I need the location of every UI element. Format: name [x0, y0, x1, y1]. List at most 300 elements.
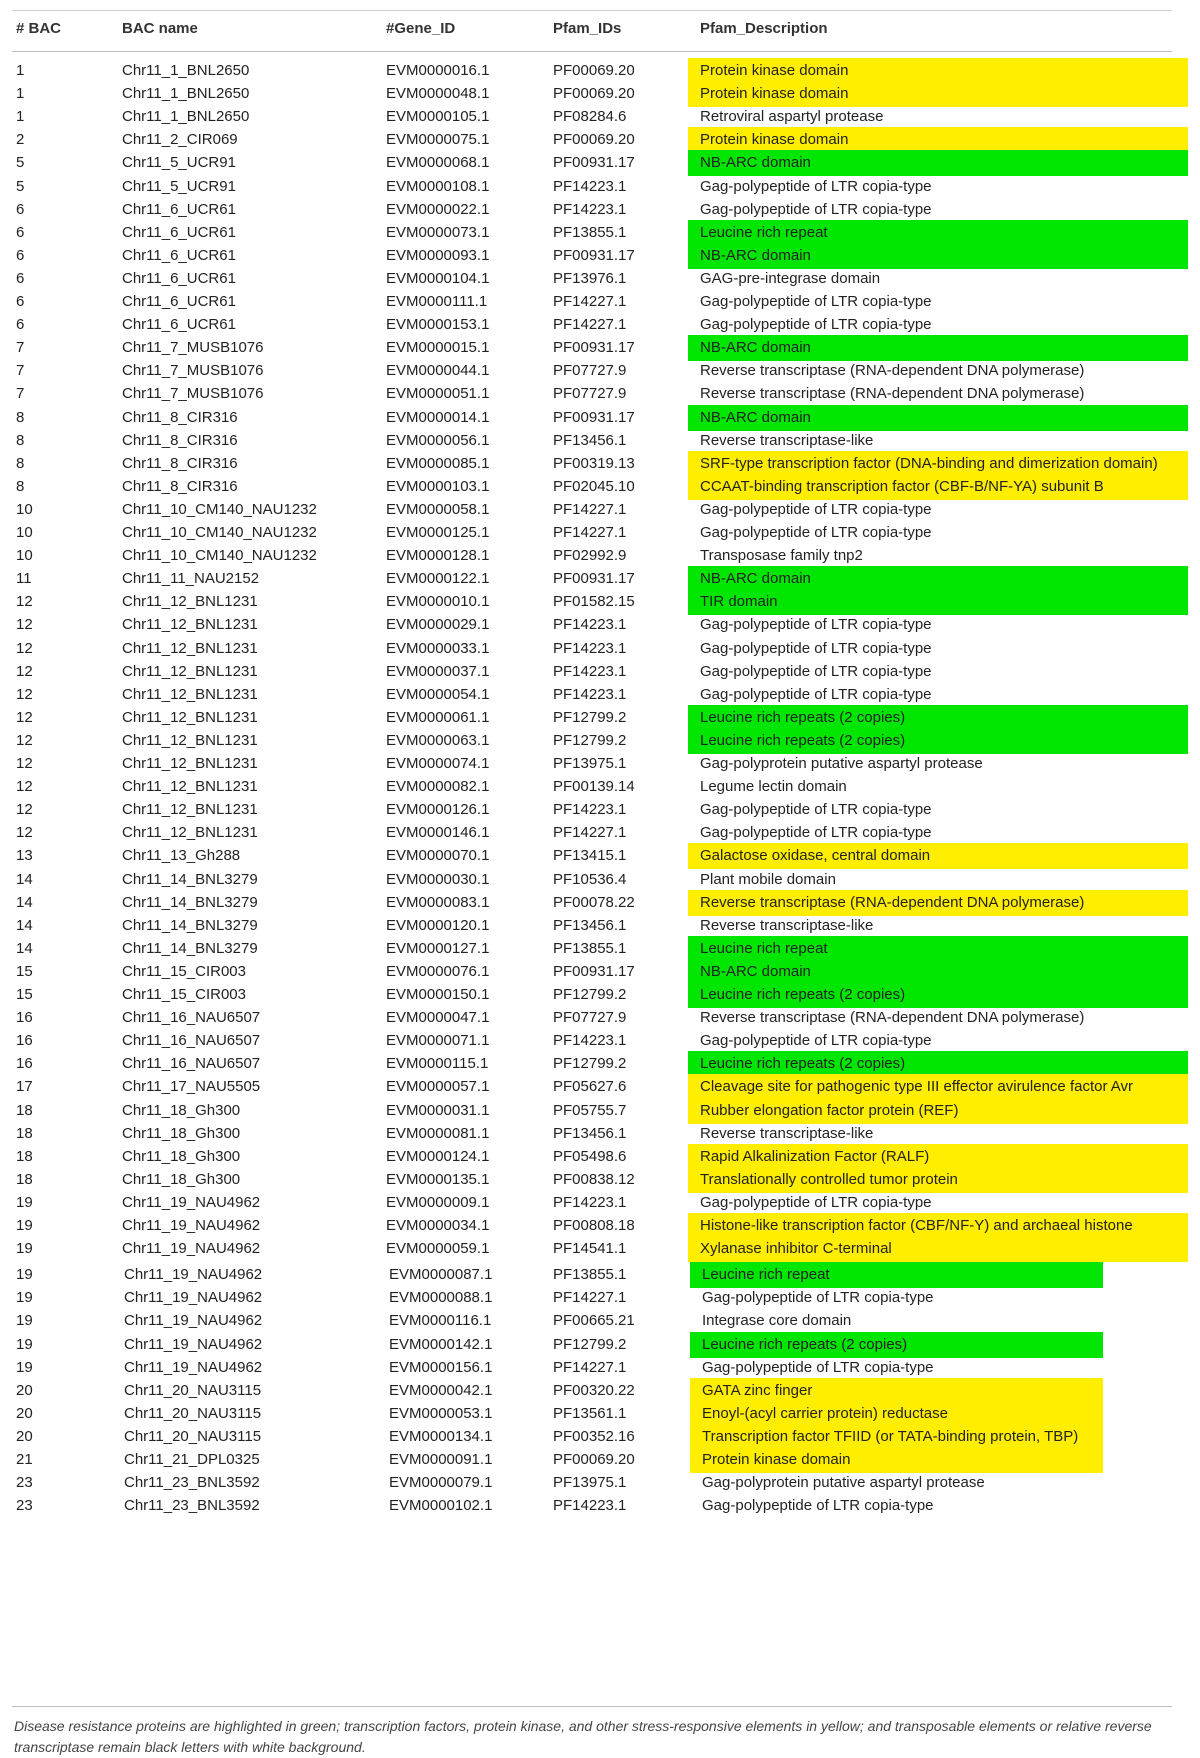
cell-bac-name: Chr11_18_Gh300 — [122, 1170, 241, 1188]
cell-bac: 12 — [16, 731, 33, 749]
cell-bac: 18 — [16, 1147, 33, 1165]
cell-pfam-id: PF14223.1 — [553, 616, 627, 634]
table-row — [0, 1447, 1200, 1473]
cell-gene-id: EVM0000153.1 — [386, 316, 490, 334]
cell-bac-name: Chr11_18_Gh300 — [122, 1147, 241, 1165]
table-row — [0, 289, 1200, 315]
cell-pfam-id: PF13855.1 — [553, 939, 627, 957]
table-row — [0, 1378, 1200, 1404]
cell-pfam-description: Integrase core domain — [702, 1312, 852, 1330]
cell-pfam-description: Gag-polypeptide of LTR copia-type — [700, 316, 932, 334]
cell-bac-name: Chr11_12_BNL1231 — [122, 778, 258, 796]
table-row — [0, 81, 1200, 107]
table-row — [0, 266, 1200, 292]
cell-bac-name: Chr11_8_CIR316 — [122, 477, 238, 495]
cell-pfam-description: Protein kinase domain — [688, 81, 1188, 107]
table-row — [0, 127, 1200, 153]
cell-gene-id: EVM0000070.1 — [386, 847, 490, 865]
cell-gene-id: EVM0000048.1 — [386, 85, 490, 103]
header-pfam-ids: Pfam_IDs — [553, 20, 622, 37]
cell-pfam-id: PF00352.16 — [553, 1427, 635, 1445]
cell-pfam-id: PF12799.2 — [553, 731, 627, 749]
cell-gene-id: EVM0000135.1 — [386, 1170, 490, 1188]
table-row — [0, 1332, 1200, 1358]
cell-gene-id: EVM0000074.1 — [386, 755, 490, 772]
table-row — [0, 728, 1200, 754]
cell-bac: 8 — [16, 454, 25, 472]
cell-gene-id: EVM0000083.1 — [386, 893, 490, 911]
cell-pfam-description: Leucine rich repeats (2 copies) — [690, 1332, 1103, 1358]
table-row — [0, 1470, 1200, 1496]
cell-bac: 18 — [16, 1101, 33, 1119]
cell-bac: 16 — [16, 1032, 33, 1050]
cell-bac-name: Chr11_5_UCR91 — [122, 177, 236, 195]
table-row — [0, 797, 1200, 823]
cell-pfam-description: Leucine rich repeat — [690, 1262, 1103, 1288]
cell-pfam-id: PF00139.14 — [553, 778, 635, 796]
table-row — [0, 1190, 1200, 1216]
cell-pfam-description: Gag-polypeptide of LTR copia-type — [700, 293, 932, 310]
cell-gene-id: EVM0000104.1 — [386, 269, 490, 287]
cell-pfam-id: PF14223.1 — [553, 177, 627, 195]
cell-pfam-description: Gag-polypeptide of LTR copia-type — [700, 616, 932, 634]
cell-gene-id: EVM0000053.1 — [389, 1404, 493, 1422]
cell-bac-name: Chr11_6_UCR61 — [122, 246, 236, 264]
cell-bac-name: Chr11_6_UCR61 — [122, 223, 236, 241]
cell-pfam-id: PF14223.1 — [553, 1193, 627, 1211]
cell-gene-id: EVM0000082.1 — [386, 778, 490, 796]
header-bac-name: BAC name — [122, 20, 198, 37]
cell-bac-name: Chr11_2_CIR069 — [122, 131, 238, 149]
cell-bac: 14 — [16, 870, 33, 888]
cell-pfam-description: Protein kinase domain — [690, 1447, 1103, 1473]
cell-pfam-description: NB-ARC domain — [688, 405, 1188, 431]
cell-pfam-description: Reverse transcriptase (RNA-dependent DNA polymerase) — [700, 1009, 1085, 1027]
cell-pfam-description: Gag-polypeptide of LTR copia-type — [700, 200, 932, 218]
cell-bac-name: Chr11_20_NAU3115 — [124, 1427, 262, 1445]
cell-bac: 6 — [16, 246, 25, 264]
cell-bac: 12 — [16, 778, 33, 796]
cell-bac-name: Chr11_12_BNL1231 — [122, 593, 258, 611]
cell-gene-id: EVM0000102.1 — [389, 1497, 493, 1515]
cell-bac: 17 — [16, 1078, 33, 1096]
cell-bac-name: Chr11_21_DPL0325 — [124, 1451, 260, 1468]
cell-gene-id: EVM0000030.1 — [386, 870, 490, 888]
cell-pfam-description: TIR domain — [688, 589, 1188, 615]
table-row — [0, 751, 1200, 777]
cell-bac: 11 — [16, 570, 32, 588]
cell-pfam-id: PF00069.20 — [553, 1451, 635, 1468]
cell-pfam-description: GATA zinc finger — [690, 1378, 1103, 1404]
table-row — [0, 659, 1200, 685]
cell-pfam-description: Enoyl-(acyl carrier protein) reductase — [690, 1401, 1103, 1427]
table-row — [0, 890, 1200, 916]
cell-bac: 12 — [16, 755, 33, 772]
table-row — [0, 1028, 1200, 1054]
cell-pfam-description: GAG-pre-integrase domain — [700, 269, 881, 287]
table-row — [0, 335, 1200, 361]
cell-bac: 14 — [16, 916, 33, 934]
cell-pfam-description: Reverse transcriptase (RNA-dependent DNA polymerase) — [688, 890, 1188, 916]
cell-gene-id: EVM0000128.1 — [386, 547, 490, 565]
cell-gene-id: EVM0000068.1 — [386, 154, 490, 172]
cell-pfam-id: PF05498.6 — [553, 1147, 627, 1165]
cell-bac: 16 — [16, 1009, 33, 1027]
cell-pfam-description: NB-ARC domain — [688, 150, 1188, 176]
cell-gene-id: EVM0000073.1 — [386, 223, 490, 241]
table-row — [0, 497, 1200, 523]
cell-pfam-id: PF13456.1 — [553, 1124, 627, 1142]
cell-bac: 8 — [16, 408, 25, 426]
cell-pfam-id: PF14223.1 — [553, 685, 627, 703]
cell-bac: 8 — [16, 431, 25, 449]
cell-pfam-id: PF13456.1 — [553, 916, 627, 934]
table-row — [0, 1213, 1200, 1239]
cell-bac: 20 — [16, 1427, 33, 1445]
cell-bac-name: Chr11_11_NAU2152 — [122, 570, 260, 588]
cell-bac-name: Chr11_6_UCR61 — [122, 316, 236, 334]
cell-pfam-description: Retroviral aspartyl protease — [700, 108, 884, 126]
cell-pfam-description: Gag-polypeptide of LTR copia-type — [700, 801, 932, 819]
table-row — [0, 405, 1200, 431]
cell-pfam-description: Transposase family tnp2 — [700, 547, 863, 565]
cell-bac-name: Chr11_5_UCR91 — [122, 154, 236, 172]
table-row — [0, 1098, 1200, 1124]
cell-pfam-id: PF13975.1 — [553, 1474, 627, 1492]
table-row — [0, 820, 1200, 846]
cell-bac: 18 — [16, 1124, 33, 1142]
cell-pfam-description: Gag-polypeptide of LTR copia-type — [700, 1193, 932, 1211]
cell-gene-id: EVM0000122.1 — [386, 570, 490, 588]
cell-bac-name: Chr11_6_UCR61 — [122, 269, 236, 287]
cell-pfam-description: CCAAT-binding transcription factor (CBF-B/NF-YA) subunit B — [688, 474, 1188, 500]
cell-pfam-description: Leucine rich repeats (2 copies) — [688, 982, 1188, 1008]
cell-pfam-description: Leucine rich repeat — [688, 220, 1188, 246]
cell-gene-id: EVM0000116.1 — [389, 1312, 492, 1330]
cell-gene-id: EVM0000063.1 — [386, 731, 490, 749]
cell-bac-name: Chr11_14_BNL3279 — [122, 916, 258, 934]
cell-bac-name: Chr11_19_NAU4962 — [124, 1289, 263, 1307]
cell-pfam-description: Gag-polypeptide of LTR copia-type — [700, 685, 932, 703]
cell-bac: 12 — [16, 593, 33, 611]
cell-pfam-id: PF00069.20 — [553, 131, 635, 149]
cell-pfam-description: Protein kinase domain — [688, 127, 1188, 153]
table-row — [0, 381, 1200, 407]
cell-gene-id: EVM0000142.1 — [389, 1335, 493, 1353]
cell-bac: 19 — [16, 1217, 33, 1234]
table-row — [0, 474, 1200, 500]
cell-bac: 12 — [16, 639, 33, 657]
cell-bac-name: Chr11_19_NAU4962 — [122, 1240, 261, 1258]
cell-bac: 12 — [16, 616, 33, 634]
cell-gene-id: EVM0000120.1 — [386, 916, 490, 934]
cell-pfam-id: PF14227.1 — [553, 293, 627, 310]
cell-gene-id: EVM0000031.1 — [386, 1101, 490, 1119]
cell-bac: 19 — [16, 1312, 33, 1330]
header-rule — [12, 51, 1172, 52]
table-row — [0, 520, 1200, 546]
cell-pfam-id: PF14223.1 — [553, 1497, 627, 1515]
cell-pfam-id: PF12799.2 — [553, 986, 627, 1003]
bottom-rule — [12, 1706, 1172, 1707]
cell-pfam-description: Leucine rich repeats (2 copies) — [688, 1051, 1188, 1077]
cell-pfam-id: PF07727.9 — [553, 385, 627, 403]
table-row — [0, 843, 1200, 869]
cell-gene-id: EVM0000022.1 — [386, 200, 490, 218]
cell-bac-name: Chr11_10_CM140_NAU1232 — [122, 500, 317, 518]
table-footnote: Disease resistance proteins are highlighted in green; transcription factors, protein kinase, and other stress-responsive elements in yellow; and transposable elements or relative reverse transcriptase remain black letters with white background. — [14, 1718, 1152, 1755]
cell-gene-id: EVM0000009.1 — [386, 1193, 490, 1211]
cell-bac: 23 — [16, 1474, 33, 1492]
top-rule — [12, 10, 1172, 11]
cell-bac-name: Chr11_16_NAU6507 — [122, 1009, 261, 1027]
header-gene-id: #Gene_ID — [386, 20, 456, 37]
table-row — [0, 682, 1200, 708]
cell-bac: 15 — [16, 962, 33, 980]
cell-gene-id: EVM0000014.1 — [386, 408, 490, 426]
cell-pfam-id: PF13975.1 — [553, 755, 627, 772]
table-row — [0, 1167, 1200, 1193]
cell-pfam-id: PF14223.1 — [553, 200, 627, 218]
cell-gene-id: EVM0000093.1 — [386, 246, 490, 264]
cell-bac-name: Chr11_7_MUSB1076 — [122, 362, 264, 380]
cell-pfam-description: Gag-polypeptide of LTR copia-type — [700, 177, 932, 195]
cell-gene-id: EVM0000146.1 — [386, 824, 490, 842]
cell-gene-id: EVM0000081.1 — [386, 1124, 490, 1142]
cell-gene-id: EVM0000042.1 — [389, 1381, 493, 1399]
table-row — [0, 174, 1200, 200]
cell-gene-id: EVM0000058.1 — [386, 500, 490, 518]
cell-pfam-id: PF00931.17 — [553, 339, 635, 357]
cell-bac: 14 — [16, 893, 33, 911]
cell-pfam-description: Reverse transcriptase (RNA-dependent DNA polymerase) — [700, 362, 1085, 380]
table-row — [0, 636, 1200, 662]
table-row — [0, 243, 1200, 269]
cell-gene-id: EVM0000034.1 — [386, 1217, 490, 1234]
cell-bac: 20 — [16, 1404, 33, 1422]
cell-bac-name: Chr11_12_BNL1231 — [122, 755, 258, 772]
cell-pfam-id: PF13855.1 — [553, 223, 627, 241]
table-row — [0, 1355, 1200, 1381]
cell-bac: 7 — [16, 385, 25, 403]
cell-gene-id: EVM0000088.1 — [389, 1289, 493, 1307]
cell-gene-id: EVM0000015.1 — [386, 339, 490, 357]
table-row — [0, 982, 1200, 1008]
table-row — [0, 1262, 1200, 1288]
cell-bac: 2 — [16, 131, 25, 149]
table-row — [0, 1285, 1200, 1311]
cell-bac-name: Chr11_12_BNL1231 — [122, 731, 258, 749]
cell-bac-name: Chr11_15_CIR003 — [122, 986, 246, 1003]
cell-bac-name: Chr11_12_BNL1231 — [122, 801, 258, 819]
cell-gene-id: EVM0000125.1 — [386, 524, 490, 541]
table-row — [0, 150, 1200, 176]
cell-gene-id: EVM0000108.1 — [386, 177, 490, 195]
header-pfam-description: Pfam_Description — [700, 20, 828, 37]
cell-bac: 19 — [16, 1266, 33, 1284]
table-row — [0, 197, 1200, 223]
table-row — [0, 867, 1200, 893]
cell-pfam-id: PF00931.17 — [553, 962, 635, 980]
cell-pfam-description: Gag-polypeptide of LTR copia-type — [700, 662, 932, 680]
cell-pfam-description: Gag-polypeptide of LTR copia-type — [702, 1289, 934, 1307]
cell-bac: 10 — [16, 547, 33, 565]
cell-pfam-description: Rapid Alkalinization Factor (RALF) — [688, 1144, 1188, 1170]
cell-pfam-id: PF00320.22 — [553, 1381, 635, 1399]
cell-bac-name: Chr11_8_CIR316 — [122, 431, 238, 449]
cell-pfam-description: Cleavage site for pathogenic type III effector avirulence factor Avr — [688, 1074, 1188, 1100]
table-row — [0, 220, 1200, 246]
cell-bac: 16 — [16, 1055, 33, 1073]
table-header — [0, 20, 1200, 44]
cell-pfam-description: Gag-polyprotein putative aspartyl protease — [702, 1474, 985, 1492]
cell-bac-name: Chr11_1_BNL2650 — [122, 62, 250, 79]
cell-pfam-id: PF10536.4 — [553, 870, 627, 888]
cell-bac: 10 — [16, 524, 33, 541]
cell-pfam-id: PF14223.1 — [553, 639, 627, 657]
cell-gene-id: EVM0000044.1 — [386, 362, 490, 380]
cell-gene-id: EVM0000156.1 — [389, 1358, 493, 1376]
cell-bac-name: Chr11_19_NAU4962 — [122, 1193, 261, 1211]
cell-pfam-id: PF14227.1 — [553, 316, 627, 334]
cell-bac: 1 — [16, 85, 25, 103]
cell-pfam-description: Leucine rich repeats (2 copies) — [688, 705, 1188, 731]
cell-bac: 8 — [16, 477, 25, 495]
cell-bac-name: Chr11_18_Gh300 — [122, 1124, 241, 1142]
cell-bac-name: Chr11_23_BNL3592 — [124, 1497, 260, 1515]
cell-pfam-id: PF12799.2 — [553, 708, 627, 726]
cell-bac-name: Chr11_19_NAU4962 — [124, 1335, 263, 1353]
cell-pfam-id: PF05755.7 — [553, 1101, 627, 1119]
cell-bac-name: Chr11_10_CM140_NAU1232 — [122, 547, 317, 565]
cell-bac: 19 — [16, 1289, 33, 1307]
cell-gene-id: EVM0000111.1 — [386, 293, 488, 310]
cell-pfam-id: PF14227.1 — [553, 1289, 627, 1307]
cell-pfam-description: Gag-polyprotein putative aspartyl protease — [700, 755, 983, 772]
cell-bac: 12 — [16, 708, 33, 726]
cell-pfam-description: Gag-polypeptide of LTR copia-type — [700, 639, 932, 657]
cell-pfam-id: PF00808.18 — [553, 1217, 635, 1234]
cell-bac-name: Chr11_1_BNL2650 — [122, 108, 250, 126]
cell-pfam-id: PF13976.1 — [553, 269, 627, 287]
table-row — [0, 1236, 1200, 1262]
cell-pfam-id: PF00931.17 — [553, 154, 635, 172]
cell-bac-name: Chr11_7_MUSB1076 — [122, 385, 264, 403]
table-row — [0, 428, 1200, 454]
cell-gene-id: EVM0000127.1 — [386, 939, 490, 957]
cell-pfam-id: PF00931.17 — [553, 246, 635, 264]
cell-bac-name: Chr11_12_BNL1231 — [122, 824, 258, 842]
table-row — [0, 58, 1200, 84]
cell-pfam-description: Gag-polypeptide of LTR copia-type — [700, 500, 932, 518]
table-row — [0, 104, 1200, 130]
cell-gene-id: EVM0000124.1 — [386, 1147, 490, 1165]
cell-pfam-id: PF14227.1 — [553, 824, 627, 842]
cell-pfam-id: PF13561.1 — [553, 1404, 627, 1422]
cell-pfam-id: PF13415.1 — [553, 847, 627, 865]
cell-pfam-description: Plant mobile domain — [700, 870, 836, 888]
cell-bac-name: Chr11_12_BNL1231 — [122, 616, 258, 634]
cell-gene-id: EVM0000029.1 — [386, 616, 490, 634]
table-row — [0, 612, 1200, 638]
cell-bac-name: Chr11_19_NAU4962 — [124, 1358, 263, 1376]
cell-pfam-id: PF13855.1 — [553, 1266, 627, 1284]
cell-pfam-id: PF14223.1 — [553, 662, 627, 680]
cell-bac: 6 — [16, 316, 25, 334]
cell-pfam-description: Gag-polypeptide of LTR copia-type — [700, 824, 932, 842]
cell-gene-id: EVM0000047.1 — [386, 1009, 490, 1027]
cell-bac-name: Chr11_14_BNL3279 — [122, 893, 258, 911]
table-row — [0, 1493, 1200, 1519]
cell-pfam-description: Gag-polypeptide of LTR copia-type — [702, 1497, 934, 1515]
cell-pfam-description: Protein kinase domain — [688, 58, 1188, 84]
cell-pfam-description: Reverse transcriptase-like — [700, 916, 874, 934]
cell-bac-name: Chr11_16_NAU6507 — [122, 1032, 261, 1050]
cell-bac: 19 — [16, 1358, 33, 1376]
cell-bac: 10 — [16, 500, 33, 518]
cell-gene-id: EVM0000057.1 — [386, 1078, 490, 1096]
cell-gene-id: EVM0000103.1 — [386, 477, 490, 495]
cell-bac: 1 — [16, 108, 25, 126]
table-row — [0, 358, 1200, 384]
cell-gene-id: EVM0000105.1 — [386, 108, 490, 126]
cell-pfam-id: PF08284.6 — [553, 108, 627, 126]
cell-bac-name: Chr11_17_NAU5505 — [122, 1078, 261, 1096]
table-row — [0, 1074, 1200, 1100]
cell-pfam-id: PF00931.17 — [553, 570, 635, 588]
cell-pfam-id: PF14227.1 — [553, 500, 627, 518]
cell-pfam-description: Gag-polypeptide of LTR copia-type — [702, 1358, 934, 1376]
table-row — [0, 774, 1200, 800]
cell-pfam-description: Reverse transcriptase-like — [700, 431, 874, 449]
cell-pfam-id: PF12799.2 — [553, 1055, 627, 1073]
cell-pfam-description: Gag-polypeptide of LTR copia-type — [700, 524, 932, 541]
table-row — [0, 936, 1200, 962]
cell-bac-name: Chr11_15_CIR003 — [122, 962, 246, 980]
cell-bac-name: Chr11_10_CM140_NAU1232 — [122, 524, 317, 541]
cell-gene-id: EVM0000150.1 — [386, 986, 490, 1003]
table-row — [0, 1144, 1200, 1170]
table-row — [0, 312, 1200, 338]
cell-gene-id: EVM0000054.1 — [386, 685, 490, 703]
cell-bac: 12 — [16, 824, 33, 842]
cell-bac-name: Chr11_16_NAU6507 — [122, 1055, 261, 1073]
cell-bac-name: Chr11_19_NAU4962 — [124, 1312, 263, 1330]
cell-pfam-description: Xylanase inhibitor C-terminal — [688, 1236, 1188, 1262]
cell-bac-name: Chr11_8_CIR316 — [122, 454, 238, 472]
cell-bac: 6 — [16, 293, 25, 310]
cell-bac: 12 — [16, 662, 33, 680]
cell-pfam-description: Histone-like transcription factor (CBF/NF-Y) and archaeal histone — [688, 1213, 1188, 1239]
cell-gene-id: EVM0000134.1 — [389, 1427, 493, 1445]
cell-bac: 14 — [16, 939, 33, 957]
cell-bac: 20 — [16, 1381, 33, 1399]
cell-gene-id: EVM0000085.1 — [386, 454, 490, 472]
cell-bac-name: Chr11_13_Gh288 — [122, 847, 241, 865]
cell-bac-name: Chr11_14_BNL3279 — [122, 870, 258, 888]
cell-bac: 13 — [16, 847, 33, 865]
cell-pfam-description: SRF-type transcription factor (DNA-binding and dimerization domain) — [688, 451, 1188, 477]
cell-gene-id: EVM0000075.1 — [386, 131, 490, 149]
table-row — [0, 1308, 1200, 1334]
cell-pfam-id: PF14223.1 — [553, 801, 627, 819]
cell-gene-id: EVM0000010.1 — [386, 593, 490, 611]
cell-bac: 19 — [16, 1335, 33, 1353]
cell-bac-name: Chr11_12_BNL1231 — [122, 662, 258, 680]
cell-bac-name: Chr11_12_BNL1231 — [122, 708, 258, 726]
cell-pfam-id: PF00069.20 — [553, 62, 635, 79]
cell-bac-name: Chr11_12_BNL1231 — [122, 685, 258, 703]
